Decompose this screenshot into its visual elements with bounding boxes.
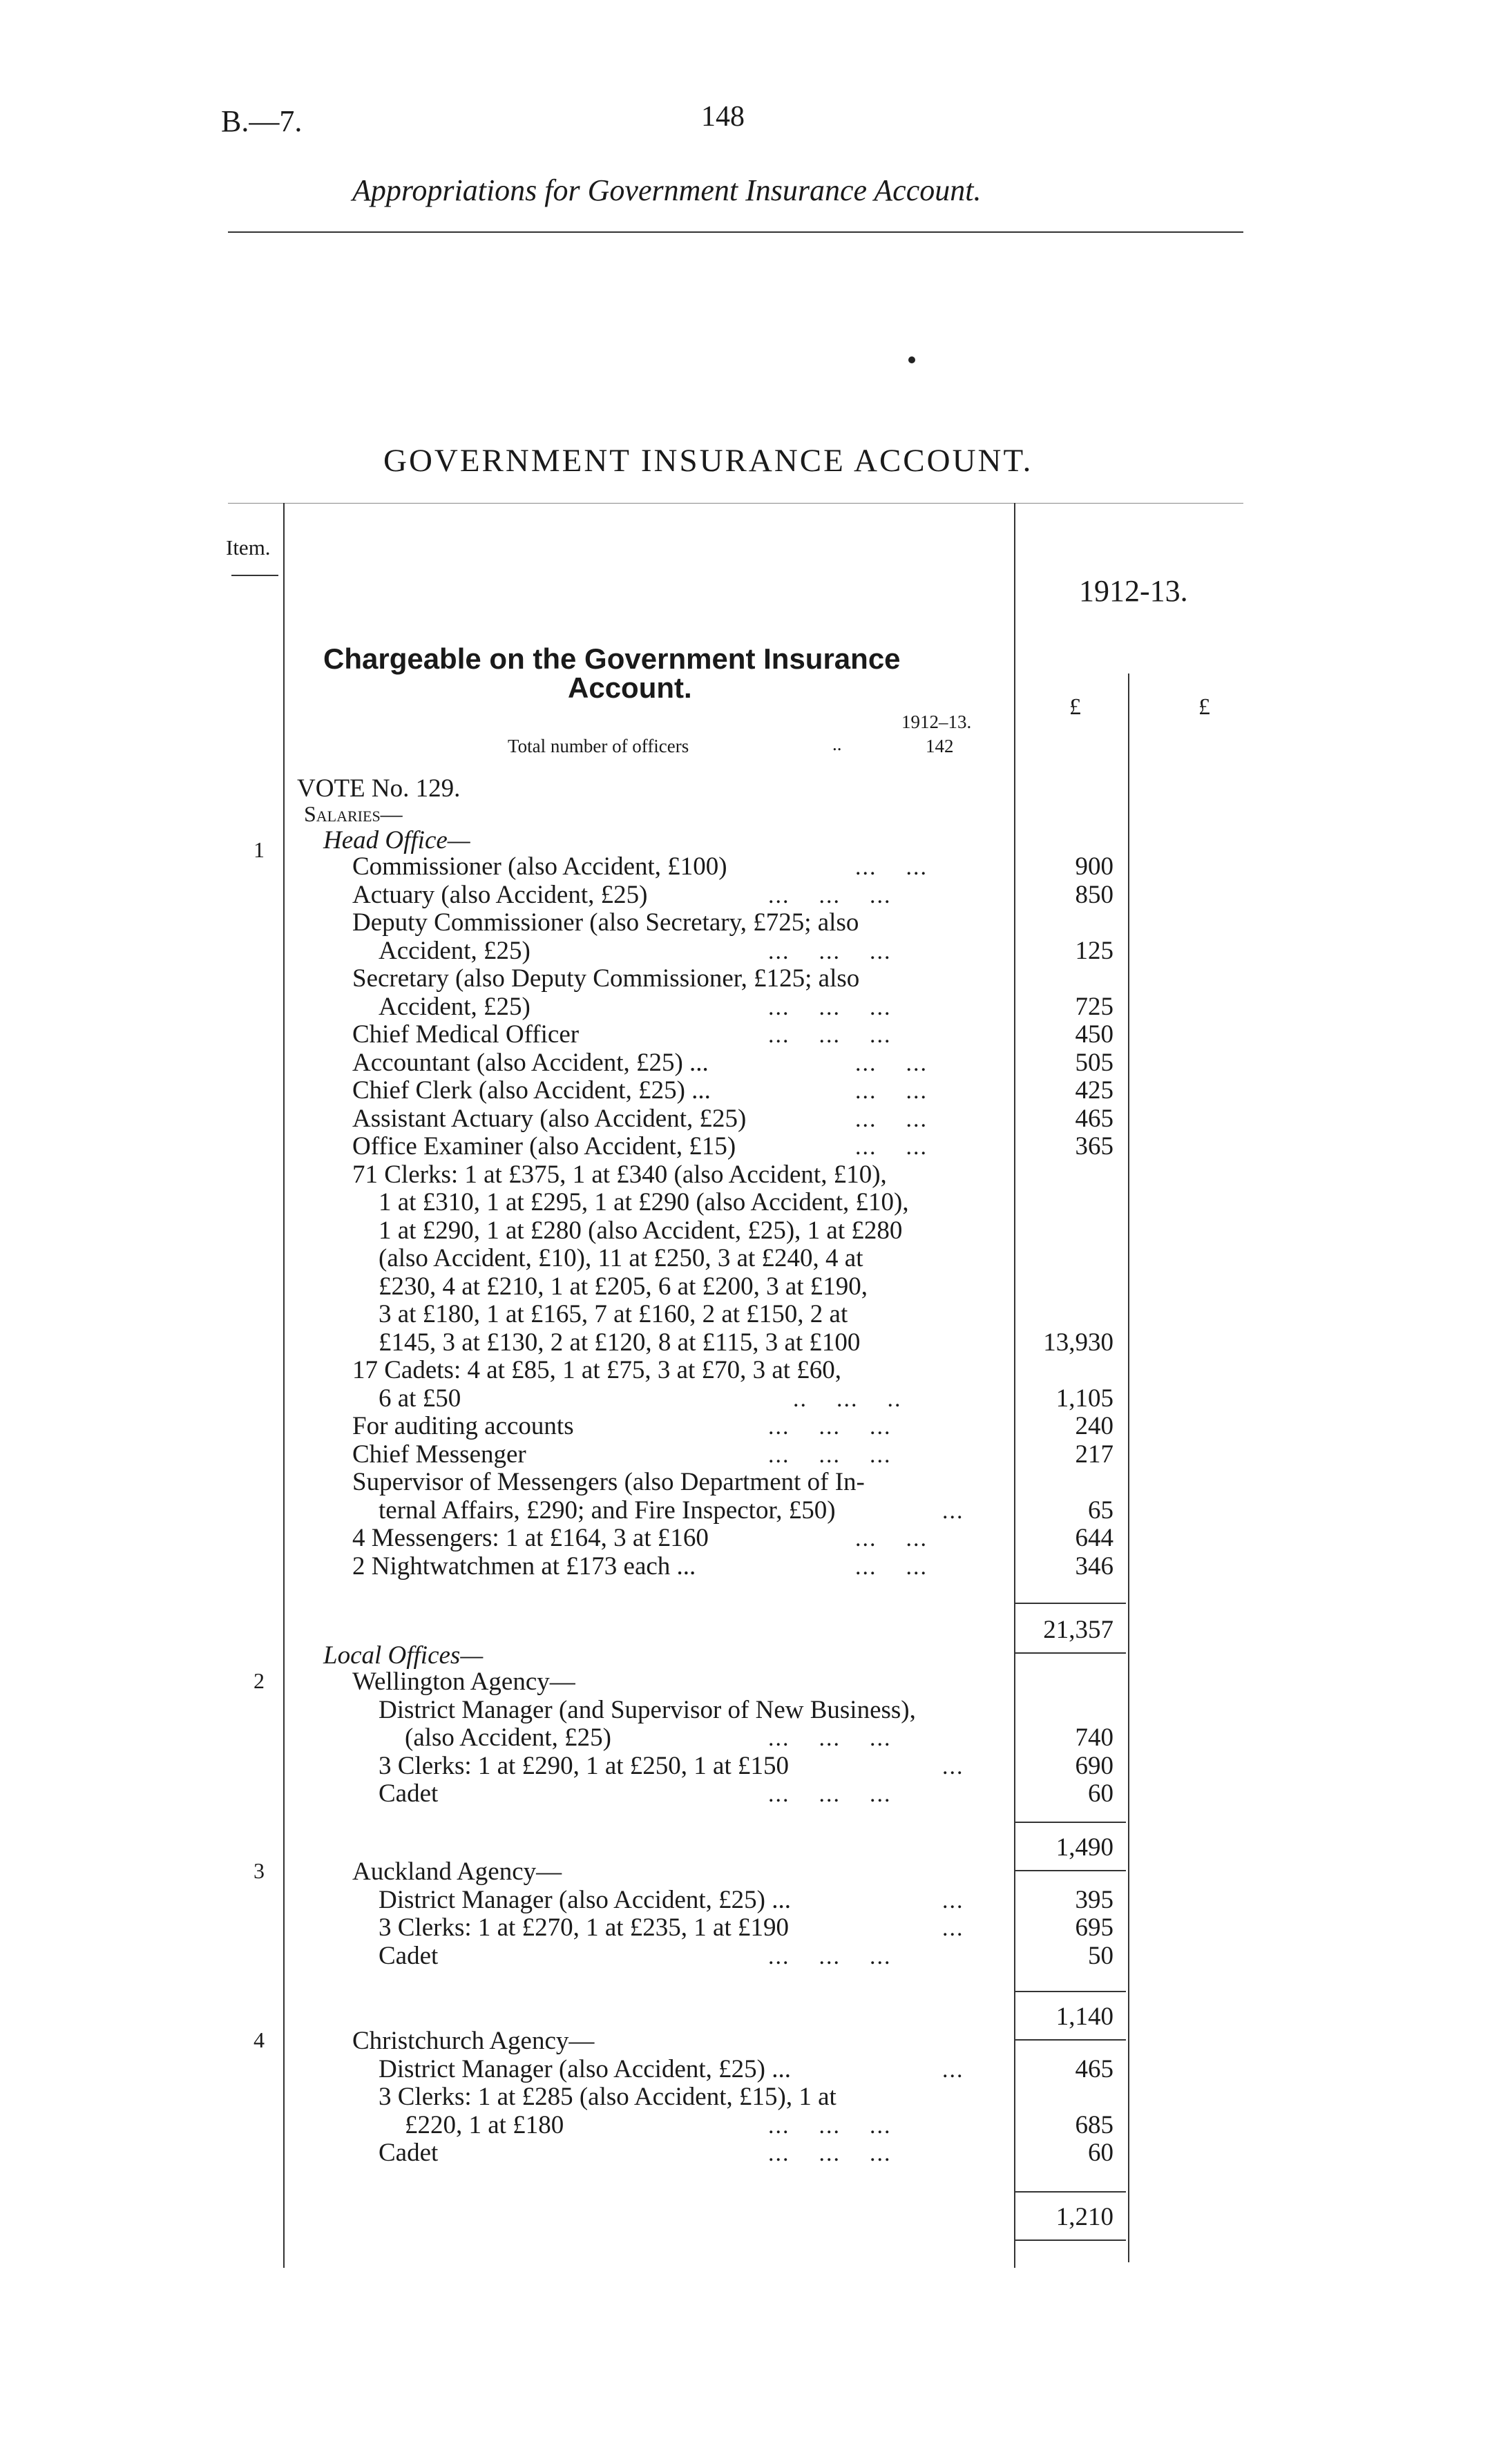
leader-dots: ... ... [855,1078,928,1104]
vote-number: VOTE No. 129. [297,774,461,803]
line-item-text: Supervisor of Messengers (also Department of In- [352,1468,865,1496]
subtotal-rule [1015,1870,1126,1871]
leader-dots: ... ... ... [768,938,892,964]
page-number: 148 [701,101,745,133]
subtotal-rule [1015,1822,1126,1823]
leader-dots: ... ... [855,854,928,880]
section-heading-cont: Account. [568,671,692,704]
agency-total: 1,140 [1055,2003,1113,2031]
leader-dots: ... ... ... [768,1414,892,1440]
line-item-amount: 740 [1075,1723,1113,1752]
line-item-text: Assistant Actuary (also Accident, £25) [352,1104,747,1133]
line-item-amount: 125 [1075,936,1113,965]
line-item-amount: 13,930 [1043,1328,1113,1357]
line-item-text: 3 Clerks: 1 at £290, 1 at £250, 1 at £150 [379,1751,789,1780]
head-office-heading: Head Office— [323,826,470,854]
table-top-rule [228,503,1243,504]
leader-dots: ... ... ... [768,1782,892,1807]
line-item-amount: 850 [1075,880,1113,909]
page-subtitle: Appropriations for Government Insurance Account. [352,173,982,207]
line-item-amount: 346 [1075,1551,1113,1580]
leader-dots: ... ... ... [768,1442,892,1468]
line-item-text: 3 Clerks: 1 at £285 (also Accident, £15), 1 at [379,2083,836,2111]
item-column-divider [283,503,285,2268]
line-item-amount: 450 [1075,1020,1113,1049]
line-item-text: District Manager (also Accident, £25) ... [379,1885,791,1914]
subtotal-rule [1015,1991,1126,1992]
speck-mark [908,356,915,363]
officers-dots: .. [832,734,842,754]
subtotal-rule [1015,1603,1126,1604]
line-item-text: (also Accident, £10), 11 at £250, 3 at £240, 4 at [379,1244,863,1272]
leader-dots: ... [942,1753,964,1779]
item-column-header: Item. [226,535,271,560]
leader-dots: ... ... ... [768,1943,892,1969]
leader-dots: ... [942,2056,964,2083]
line-item-text: 6 at £50 [379,1384,461,1413]
line-item-amount: 505 [1075,1048,1113,1077]
line-item-amount: 240 [1075,1412,1113,1440]
line-item-text: Office Examiner (also Accident, £15) [352,1132,736,1161]
line-item-amount: 50 [1088,1941,1113,1970]
item-number: 1 [254,837,265,862]
line-item-text: 4 Messengers: 1 at £164, 3 at £160 [352,1524,709,1552]
leader-dots: ... ... ... [768,1726,892,1751]
line-item-text: Chief Medical Officer [352,1020,580,1049]
leader-dots: ... [942,1498,964,1524]
line-item-amount: 65 [1088,1496,1113,1525]
leader-dots: ... ... [855,1526,928,1551]
line-item-text: For auditing accounts [352,1412,574,1440]
agency-heading: Auckland Agency— [352,1857,562,1886]
line-item-text: Secretary (also Deputy Commissioner, £125; also [352,964,860,993]
line-item-amount: 690 [1075,1751,1113,1780]
leader-dots: ... ... ... [768,882,892,908]
line-item-text: 1 at £310, 1 at £295, 1 at £290 (also Accident, £10), [379,1188,909,1216]
agency-heading: Wellington Agency— [352,1668,575,1696]
year-column-header: 1912-13. [1079,574,1188,608]
leader-dots: ... ... ... [768,2141,892,2166]
line-item-amount: 365 [1075,1132,1113,1161]
item-number: 4 [254,2027,265,2052]
line-item-text: (also Accident, £25) [405,1723,611,1752]
leader-dots: ... ... ... [768,1022,892,1048]
leader-dots: .. ... .. [793,1386,902,1412]
item-number: 3 [254,1858,265,1883]
line-item-text: Commissioner (also Accident, £100) [352,852,727,881]
line-item-amount: 685 [1075,2110,1113,2139]
amount-columns-divider [1128,674,1129,2262]
line-item-text: Accident, £25) [379,936,530,965]
line-item-text: 17 Cadets: 4 at £85, 1 at £75, 3 at £70, 3 at £60, [352,1356,842,1384]
line-item-amount: 644 [1075,1524,1113,1552]
line-item-text: 71 Clerks: 1 at £375, 1 at £340 (also Accident, £10), [352,1160,887,1189]
leader-dots: ... ... [855,1134,928,1160]
item-number: 2 [254,1668,265,1693]
line-item-text: Deputy Commissioner (also Secretary, £725; also [352,908,859,937]
subtotal-rule [1015,1652,1126,1654]
head-office-total: 21,357 [1043,1616,1113,1644]
line-item-amount: 725 [1075,992,1113,1021]
line-item-text: 1 at £290, 1 at £280 (also Accident, £25), 1 at £280 [379,1216,903,1245]
salaries-heading: Salaries— [304,801,403,826]
subtotal-rule [1015,2039,1126,2041]
local-offices-heading: Local Offices— [323,1641,484,1670]
line-item-text: Chief Clerk (also Accident, £25) ... [352,1076,711,1105]
page-reference: B.—7. [221,104,303,138]
agency-total: 1,490 [1055,1833,1113,1862]
line-item-text: Cadet [379,1779,439,1808]
line-item-amount: 900 [1075,852,1113,881]
leader-dots: ... [942,1916,964,1941]
leader-dots: ... [942,1887,964,1913]
line-item-text: Chief Messenger [352,1440,526,1469]
header-rule [228,231,1243,233]
subtotal-rule [1015,2191,1126,2193]
item-header-underline [231,575,278,576]
line-item-text: £145, 3 at £130, 2 at £120, 8 at £115, 3 at £100 [379,1328,861,1357]
leader-dots: ... ... ... [768,994,892,1020]
line-item-amount: 217 [1075,1440,1113,1469]
line-item-text: £220, 1 at £180 [405,2110,564,2139]
line-item-amount: 60 [1088,2139,1113,2167]
officers-label: Total number of officers [508,736,689,756]
leader-dots: ... ... [855,1554,928,1580]
line-item-text: £230, 4 at £210, 1 at £205, 6 at £200, 3 at £190, [379,1272,868,1301]
agency-heading: Christchurch Agency— [352,2027,595,2055]
agency-total: 1,210 [1055,2203,1113,2231]
section-heading: Chargeable on the Government Insurance [323,642,901,675]
line-item-text: 2 Nightwatchmen at £173 each ... [352,1551,696,1580]
line-item-text: Actuary (also Accident, £25) [352,880,648,909]
officers-year: 1912–13. [901,711,972,732]
line-item-amount: 395 [1075,1885,1113,1914]
line-item-text: Cadet [379,2139,439,2167]
line-item-text: Cadet [379,1941,439,1970]
line-item-text: District Manager (and Supervisor of New Business), [379,1695,916,1724]
line-item-text: ternal Affairs, £290; and Fire Inspector, £50) [379,1496,836,1525]
officers-count: 142 [926,736,954,756]
pound-header-1: £ [1069,694,1081,720]
line-item-text: 3 at £180, 1 at £165, 7 at £160, 2 at £150, 2 at [379,1300,848,1328]
line-item-amount: 60 [1088,1779,1113,1808]
line-item-amount: 465 [1075,1104,1113,1133]
line-item-text: District Manager (also Accident, £25) ... [379,2054,791,2083]
account-title: GOVERNMENT INSURANCE ACCOUNT. [383,443,1033,479]
leader-dots: ... ... [855,1050,928,1076]
line-item-text: Accident, £25) [379,992,530,1021]
line-item-amount: 465 [1075,2054,1113,2083]
subtotal-rule [1015,2239,1126,2241]
leader-dots: ... ... [855,1106,928,1132]
line-item-text: Accountant (also Accident, £25) ... [352,1048,709,1077]
pound-header-2: £ [1198,694,1210,720]
line-item-amount: 425 [1075,1076,1113,1105]
line-item-text: 3 Clerks: 1 at £270, 1 at £235, 1 at £190 [379,1913,789,1942]
leader-dots: ... ... ... [768,2112,892,2139]
line-item-amount: 695 [1075,1913,1113,1942]
line-item-amount: 1,105 [1055,1384,1113,1413]
